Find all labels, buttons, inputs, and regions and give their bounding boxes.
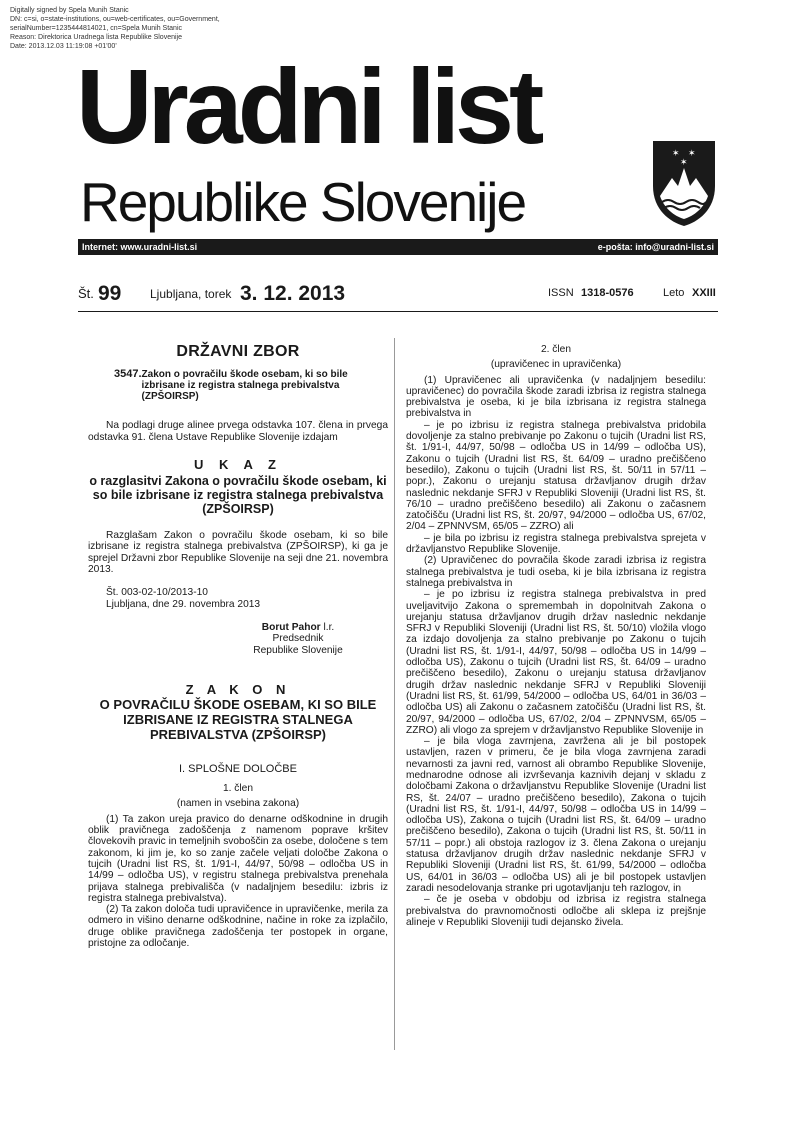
article-title: (upravičenec in upravičenka) xyxy=(490,359,622,371)
reference-number: Št. 003-02-10/2013-10 xyxy=(106,587,208,599)
masthead-bar xyxy=(78,239,718,255)
svg-text:✶: ✶ xyxy=(672,149,680,159)
svg-text:✶: ✶ xyxy=(688,149,696,159)
issue-date: 3. 12. 2013 xyxy=(240,282,346,305)
issue-number-label: Št. xyxy=(78,286,94,301)
paragraph: – če je oseba v obdobju od izbrisa iz registra stalnega prebivalstva do pravnomočnosti odločbe ali sklepa iz prejšnje alineje v Republiki Sloveniji tudi dejansko živela. xyxy=(406,894,706,928)
masthead-title: Uradni list xyxy=(76,48,540,166)
website-link[interactable]: Internet: www.uradni-list.si xyxy=(82,242,198,252)
chapter-heading: I. SPLOŠNE DOLOČBE xyxy=(179,762,297,775)
coat-of-arms-icon xyxy=(650,138,718,228)
issue-line xyxy=(78,282,718,312)
masthead-subtitle: Republike Slovenije xyxy=(80,171,526,233)
signer-suffix: l.r. xyxy=(320,621,335,633)
paragraph: – je po izbrisu iz registra stalnega prebivalstva pridobila dovoljenje za stalno prebivanje po Zakonu o tujcih (Uradni list RS, št. 1/91-I, 44/97, 50/98 – odločba US in 14/99 – odločba US), Zakonu o tujcih (Uradni list RS, št. 64/09 – uradno prečiščeno besedilo), Zakonu o tujcih (Uradni list RS, št. 50/11 in 57/11 – popr.), Zakonu o urejanju statusa državljanov drugih držav naslednic nekdanje SFRJ v Republiki Sloveniji (Uradni list RS, št. 76/10 – uradno prečiščeno besedilo) ali Zakonu o začasnem zatočišču (Uradni list RS, št. 20/97, 94/2000 – odločba US, 67/02, 2/04 – ZPNNVSM, 65/05 – ZZRO) ali xyxy=(406,419,706,533)
right-column xyxy=(406,344,706,928)
article-heading: 1. člen xyxy=(222,783,253,795)
zakon-title: O POVRAČILU ŠKODE OSEBAM, KI SO BILE IZBRISANE IZ REGISTRA STALNEGA PREBIVALSTVA (ZPŠOIRSP) xyxy=(99,696,377,742)
paragraph: – je bila po izbrisu iz registra stalnega prebivalstva sprejeta v državljanstvo Republike Slovenije. xyxy=(406,532,706,556)
left-column xyxy=(88,340,388,949)
signature-line: Digitally signed by Spela Munih Stanic xyxy=(10,7,129,14)
signer-role: Predsednik xyxy=(272,633,324,645)
ukaz-heading: U K A Z xyxy=(194,456,282,472)
article-heading: 2. člen xyxy=(540,344,571,355)
svg-text:✶: ✶ xyxy=(680,158,688,168)
year-number: XXIII xyxy=(692,287,716,299)
section-heading: DRŽAVNI ZBOR xyxy=(176,343,300,360)
act-entry xyxy=(88,369,388,402)
reference-date: Ljubljana, dne 29. novembra 2013 xyxy=(106,598,261,610)
signer-org: Republike Slovenije xyxy=(253,644,343,656)
issn-number: 1318-0576 xyxy=(581,287,634,299)
signature-line: serialNumber=1235444814021, cn=Spela Munih Stanic xyxy=(10,25,183,32)
paragraph: (1) Upravičenec ali upravičenka (v nadaljnjem besedilu: upravičenec) do povračila škode zaradi izbrisa iz registra stalnega prebivalstva je oseba, ki je bila izbrisana iz registra stalnega prebivalstva in xyxy=(406,374,706,420)
act-title: Zakon o povračilu škode osebam, ki so bile izbrisane iz registra stalnega prebivalstva (ZPŠOIRSP) xyxy=(141,369,348,403)
act-number: 3547. xyxy=(114,368,142,381)
email-link[interactable]: e-pošta: info@uradni-list.si xyxy=(597,242,714,252)
year-label: Leto xyxy=(663,287,685,299)
zakon-heading: Z A K O N xyxy=(185,681,291,697)
header-rule xyxy=(78,311,718,312)
signature-block xyxy=(228,622,368,656)
signature-line: Reason: Direktorica Uradnega lista Republike Slovenije xyxy=(10,34,182,41)
issue-place-day: Ljubljana, torek xyxy=(150,287,232,301)
paragraph: – je bila vloga zavrnjena, zavržena ali je bil postopek ustavljen, razen v primeru, če je bila vloga zavrnjena zaradi nevarnosti za javni red, varnost ali obrambo Republike Slovenije, mednarodne odnose ali izvrševanja kaznivih dejanj v skladu z določbami Zakona o državljanstvu Republike Slovenije (Uradni list RS, št. 24/07 – uradno prečiščeno besedilo), Zakona o tujcih (Uradni list RS, št. 1/91-I, 44/97, 50/98 – odločba US in 14/99 – odločba US), Zakona o tujcih (Uradni list RS, št. 64/09 – uradno prečiščeno besedilo), Zakona o tujcih (Uradni list RS, št. 50/11 in 57/11 – popr.) ali obstoja razlogov iz 3. člena Zakona o urejanju statusa državljanov drugih držav naslednic nekdanje SFRJ v Republiki Sloveniji (Uradni list RS, št. 61/99, 54/2000 – odločba US, 64/01 in 36/03 – odločba US) ali je bil postopek ustavljen zaradi nesodelovanja stranke pri ugotavljanju teh razlogov, in xyxy=(406,736,706,894)
paragraph: (1) Ta zakon ureja pravico do denarne odškodnine in drugih oblik pravičnega zadoščenja z namenom poprave kršitev človekovih pravic in temeljnih svoboščin za osebe, določene s tem zakonom, ki jim je, ko so zanje začele veljati določbe Zakona o tujcih (Uradni list RS, št. 1/91-I, 44/97, 50/98 – odločba US in 14/99 – odločba US), v registru stalnega prebivalstva prenehala prijava stalnega prebivališča (v nadaljnjem besedilu: izbris iz registra stalnega prebivalstva). xyxy=(88,813,388,904)
column-divider xyxy=(394,338,395,1050)
ukaz-text: Razglašam Zakon o povračilu škode osebam, ki so bile izbrisane iz registra stalnega prebivalstva (ZPŠOIRSP), ki ga je sprejel Državni zbor Republike Slovenije na seji dne 21. novembra 2013. xyxy=(88,530,388,576)
paragraph: (2) Upravičenec do povračila škode zaradi izbrisa iz registra stalnega prebivalstva je tudi oseba, ki je bila izbrisana iz registra stalnega prebivalstva in xyxy=(406,555,706,589)
issn-label: ISSN xyxy=(548,287,574,299)
paragraph: – je po izbrisu iz registra stalnega prebivalstva in pred uveljavitvijo Zakona o spremembah in dopolnitvah Zakona o urejanju statusa državljanov drugih držav naslednic nekdanje SFRJ v Republiki Sloveniji (Uradni list RS, št. 50/10) vložila vlogo za izdajo dovoljenja za stalno prebivanje po Zakonu o tujcih (Uradni list RS, št. 1/91-I, 44/97, 50/98 – odločba US in 14/99 – odločba US), Zakonu o tujcih (Uradni list RS, št. 64/09 – uradno prečiščeno besedilo), Zakonu o urejanju statusa državljanov drugih držav naslednic nekdanje SFRJ v Republiki Sloveniji (Uradni list RS, št. 61/99, 54/2000 – odločba US, 64/01 in 36/03 – odločba US) ali Zakonu o začasnem zatočišču (Uradni list RS, št. 20/97, 94/2000 – odločba US, 67/02, 2/04 – ZPNNVSM, 65/05 – ZZRO) ali vlogo za sprejem v državljanstvo Republike Slovenije in xyxy=(406,589,706,736)
issue-number: 99 xyxy=(98,282,122,305)
preamble: Na podlagi druge alinee prvega odstavka 107. člena in prvega odstavka 91. člena Ustave Republike Slovenije izdajam xyxy=(88,420,388,443)
article-title: (namen in vsebina zakona) xyxy=(176,798,300,810)
signer-name: Borut Pahor xyxy=(261,621,321,633)
ukaz-title: o razglasitvi Zakona o povračilu škode osebam, ki so bile izbrisane iz registra stalnega prebivalstva (ZPŠOIRSP) xyxy=(89,474,387,517)
signature-line: Date: 2013.12.03 11:19:08 +01'00' xyxy=(10,43,117,50)
signature-line: DN: c=si, o=state-institutions, ou=web-certificates, ou=Government, xyxy=(10,16,220,23)
paragraph: (2) Ta zakon določa tudi upravičence in upravičenke, merila za odmero in višino denarne odškodnine, načine in roke za izplačilo, druge oblike pravičnega zadoščenja ter postopek in organe, pristojne za odločanje. xyxy=(88,904,388,950)
digital-signature xyxy=(10,6,220,51)
